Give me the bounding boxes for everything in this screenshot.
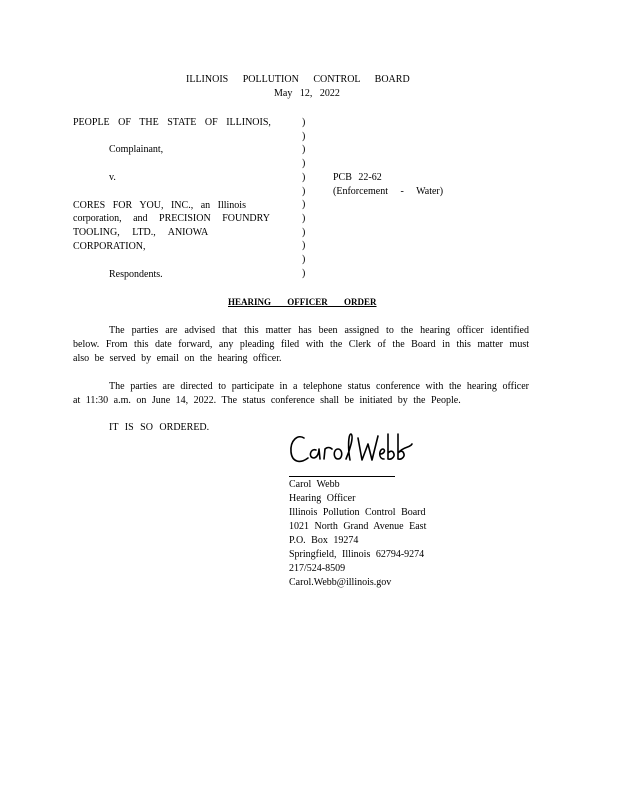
paren: ) — [302, 185, 306, 197]
paren: ) — [302, 130, 306, 142]
handwritten-signature — [288, 430, 418, 474]
respondent-role: Respondents. — [109, 269, 163, 280]
signature-line — [289, 476, 395, 477]
street-address: 1021 North Grand Avenue East — [289, 521, 427, 532]
board-title: ILLINOIS POLLUTION CONTROL BOARD — [186, 74, 410, 85]
po-box: P.O. Box 19274 — [289, 535, 359, 546]
paragraph-status-conference: The parties are directed to participate in a telephone status conference with the hearing officer at 11:30 a.m. on June 14, 2022. The status conference shall be initiated by the People. — [73, 381, 529, 406]
hearing-officer-contact — [289, 478, 426, 590]
paren: ) — [302, 267, 306, 279]
case-type: (Enforcement - Water) — [333, 186, 444, 197]
case-number: PCB 22-62 — [333, 172, 382, 183]
order-title: HEARING OFFICER ORDER — [228, 297, 377, 307]
complainant-role: Complainant, — [109, 144, 164, 155]
paren: ) — [302, 212, 306, 224]
paren: ) — [302, 199, 306, 211]
paren: ) — [302, 171, 306, 183]
so-ordered: IT IS SO ORDERED. — [109, 422, 210, 433]
respondent-line-3: TOOLING, LTD., ANIOWA — [73, 227, 209, 238]
respondent-line-4: CORPORATION, — [73, 241, 146, 252]
email-address: Carol.Webb@illinois.gov — [289, 577, 392, 588]
city-state-zip: Springfield, Illinois 62794-9274 — [289, 549, 425, 560]
paren: ) — [302, 158, 306, 170]
respondent-line-2: corporation, and PRECISION FOUNDRY — [73, 213, 270, 224]
versus-label: v. — [109, 172, 116, 183]
paren: ) — [302, 144, 306, 156]
respondent-line-1: CORES FOR YOU, INC., an Illinois — [73, 200, 246, 211]
paren: ) — [302, 240, 306, 252]
paren: ) — [302, 117, 306, 128]
complainant-party: PEOPLE OF THE STATE OF ILLINOIS, — [73, 117, 271, 128]
caption-parens — [302, 116, 305, 280]
officer-name: Carol Webb — [289, 479, 340, 490]
board-name: Illinois Pollution Control Board — [289, 507, 426, 518]
paren: ) — [302, 226, 306, 238]
paren: ) — [302, 254, 306, 266]
paragraph-assignment: The parties are advised that this matter has been assigned to the hearing officer identified below. From this date forward, any pleading filed with the Clerk of the Board in this matter must also be served by email on the hearing officer. — [73, 325, 529, 364]
phone-number: 217/524-8509 — [289, 563, 346, 574]
officer-title: Hearing Officer — [289, 493, 356, 504]
order-date: May 12, 2022 — [274, 88, 340, 99]
